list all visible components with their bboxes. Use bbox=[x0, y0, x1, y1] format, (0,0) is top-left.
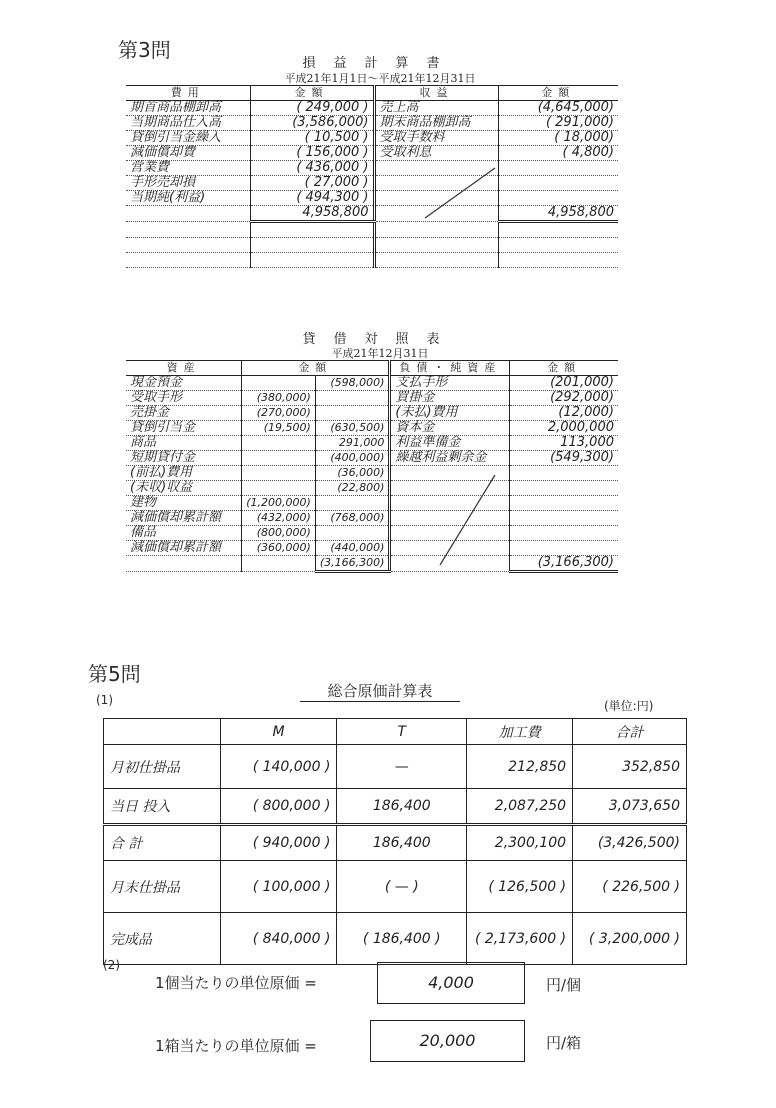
bs-asset-amount bbox=[315, 526, 390, 541]
bs-row bbox=[126, 526, 618, 541]
q5-label: 第5問 bbox=[88, 662, 141, 686]
bs-asset-amount-sub bbox=[242, 376, 316, 391]
cost-table-title: 総合原価計算表 bbox=[300, 680, 460, 702]
bs-asset-amount: (598,000) bbox=[315, 376, 390, 391]
pl-expense-amount: 4,958,800 bbox=[250, 206, 374, 222]
bs-asset-item: 減価償却累計額 bbox=[126, 511, 242, 526]
pl-row bbox=[126, 191, 618, 206]
pl-expense-item bbox=[126, 253, 250, 268]
bs-row bbox=[126, 436, 618, 451]
pl-revenue-amount: 4,958,800 bbox=[498, 206, 618, 222]
pl-period: 平成21年1月1日〜平成21年12月31日 bbox=[284, 72, 476, 85]
pl-revenue-amount bbox=[498, 222, 618, 238]
pl-expense-amount bbox=[250, 238, 374, 253]
cost-total-value: (3,426,500) bbox=[573, 825, 687, 861]
bs-header-liabilities: 負債・純資産 bbox=[390, 361, 510, 376]
cost-row-label: 月末仕掛品 bbox=[104, 861, 221, 913]
cost-header-m: M bbox=[220, 719, 337, 745]
bs-period: 平成21年12月31日 bbox=[331, 347, 429, 360]
pl-expense-amount: (3,586,000) bbox=[250, 116, 374, 131]
bs-row bbox=[126, 511, 618, 526]
cost-m-value: ( 940,000 ) bbox=[220, 825, 337, 861]
unit-cost-per-box-value: 20,000 bbox=[370, 1020, 525, 1062]
pl-revenue-item bbox=[374, 238, 498, 253]
pl-expense-item: 貸倒引当金繰入 bbox=[126, 131, 250, 146]
cost-t-value: ( — ) bbox=[337, 861, 467, 913]
pl-revenue-amount bbox=[498, 238, 618, 253]
bs-asset-item: 備品 bbox=[126, 526, 242, 541]
bs-liability-item: 利益準備金 bbox=[390, 436, 510, 451]
pl-expense-amount: ( 156,000 ) bbox=[250, 146, 374, 161]
pl-row bbox=[126, 101, 618, 116]
bs-asset-amount: (36,000) bbox=[315, 466, 390, 481]
pl-revenue-amount: ( 291,000) bbox=[498, 116, 618, 131]
bs-liability-item bbox=[390, 556, 510, 572]
bs-asset-amount-sub bbox=[242, 451, 316, 466]
pl-revenue-item bbox=[374, 176, 498, 191]
income-statement-table bbox=[126, 85, 618, 268]
cost-header-t: T bbox=[337, 719, 467, 745]
bs-liability-item: 資本金 bbox=[390, 421, 510, 436]
bs-asset-item: (前払)費用 bbox=[126, 466, 242, 481]
bs-row bbox=[126, 481, 618, 496]
cost-t-value: — bbox=[337, 745, 467, 789]
pl-row bbox=[126, 131, 618, 146]
bs-asset-item: 貸倒引当金 bbox=[126, 421, 242, 436]
bs-liability-amount bbox=[510, 511, 618, 526]
bs-liability-item: 支払手形 bbox=[390, 376, 510, 391]
bs-liability-amount: (549,300) bbox=[510, 451, 618, 466]
cost-t-value: 186,400 bbox=[337, 825, 467, 861]
bs-liability-item bbox=[390, 496, 510, 511]
pl-revenue-item: 売上高 bbox=[374, 101, 498, 116]
pl-row bbox=[126, 253, 618, 268]
pl-expense-item: 当期商品仕入高 bbox=[126, 116, 250, 131]
bs-asset-amount: (440,000) bbox=[315, 541, 390, 556]
pl-revenue-item bbox=[374, 161, 498, 176]
bs-title: 貸借対照表 bbox=[302, 332, 458, 347]
bs-row bbox=[126, 391, 618, 406]
bs-row bbox=[126, 466, 618, 481]
pl-expense-item bbox=[126, 206, 250, 222]
bs-asset-amount-sub bbox=[242, 556, 316, 572]
cost-row-label: 完成品 bbox=[104, 913, 221, 965]
cost-table-unit: (単位:円) bbox=[604, 699, 654, 713]
cost-header-blank bbox=[104, 719, 221, 745]
pl-revenue-item: 受取手数料 bbox=[374, 131, 498, 146]
bs-asset-amount bbox=[315, 406, 390, 421]
cost-processing-value: 2,087,250 bbox=[467, 789, 573, 825]
bs-liability-amount: (201,000) bbox=[510, 376, 618, 391]
cost-row bbox=[104, 913, 687, 965]
bs-liability-amount: 113,000 bbox=[510, 436, 618, 451]
cost-total-value: 352,850 bbox=[573, 745, 687, 789]
pl-row bbox=[126, 161, 618, 176]
pl-expense-item: 期首商品棚卸高 bbox=[126, 101, 250, 116]
cost-row bbox=[104, 745, 687, 789]
bs-asset-amount: (22,800) bbox=[315, 481, 390, 496]
unit-cost-per-box-unit: 円/箱 bbox=[546, 1034, 582, 1052]
unit-cost-per-box-label: 1箱当たりの単位原価 = bbox=[155, 1037, 317, 1055]
q5-part1-label: (1) bbox=[96, 693, 113, 707]
bs-liability-item bbox=[390, 526, 510, 541]
cost-header-total: 合計 bbox=[573, 719, 687, 745]
bs-asset-item bbox=[126, 556, 242, 572]
pl-expense-item: 減価償却費 bbox=[126, 146, 250, 161]
bs-liability-item: (未払)費用 bbox=[390, 406, 510, 421]
bs-asset-item: (未収)収益 bbox=[126, 481, 242, 496]
pl-revenue-amount bbox=[498, 191, 618, 206]
bs-liability-amount: (292,000) bbox=[510, 391, 618, 406]
bs-asset-item: 短期貸付金 bbox=[126, 451, 242, 466]
pl-header-amount: 金額 bbox=[250, 86, 374, 101]
bs-asset-item: 現金預金 bbox=[126, 376, 242, 391]
cost-m-value: ( 840,000 ) bbox=[220, 913, 337, 965]
unit-cost-per-piece-label: 1個当たりの単位原価 = bbox=[155, 974, 317, 992]
cost-total-value: ( 3,200,000 ) bbox=[573, 913, 687, 965]
bs-liability-item: 買掛金 bbox=[390, 391, 510, 406]
q5-part2-label: (2) bbox=[103, 958, 120, 972]
cost-row bbox=[104, 861, 687, 913]
cost-header-processing: 加工費 bbox=[467, 719, 573, 745]
bs-asset-amount bbox=[315, 391, 390, 406]
cost-processing-value: ( 126,500 ) bbox=[467, 861, 573, 913]
bs-asset-item: 商品 bbox=[126, 436, 242, 451]
pl-expense-amount: ( 10,500 ) bbox=[250, 131, 374, 146]
bs-header-amount: 金額 bbox=[510, 361, 618, 376]
pl-expense-item: 手形売却損 bbox=[126, 176, 250, 191]
pl-header-revenue: 収益 bbox=[374, 86, 498, 101]
bs-row bbox=[126, 496, 618, 511]
pl-revenue-item bbox=[374, 222, 498, 238]
bs-liability-amount: 2,000,000 bbox=[510, 421, 618, 436]
pl-header-amount: 金額 bbox=[498, 86, 618, 101]
bs-liability-amount: (12,000) bbox=[510, 406, 618, 421]
pl-revenue-amount bbox=[498, 176, 618, 191]
cost-processing-value: ( 2,173,600 ) bbox=[467, 913, 573, 965]
pl-revenue-amount: ( 18,000) bbox=[498, 131, 618, 146]
cost-row bbox=[104, 825, 687, 861]
bs-asset-amount: (400,000) bbox=[315, 451, 390, 466]
bs-liability-amount bbox=[510, 541, 618, 556]
bs-asset-amount-sub bbox=[242, 481, 316, 496]
pl-expense-amount bbox=[250, 253, 374, 268]
bs-asset-amount-sub: (270,000) bbox=[242, 406, 316, 421]
cost-row bbox=[104, 789, 687, 825]
pl-row bbox=[126, 116, 618, 131]
bs-row bbox=[126, 541, 618, 556]
q3-label: 第3問 bbox=[118, 38, 171, 62]
bs-asset-amount-sub: (800,000) bbox=[242, 526, 316, 541]
bs-header-row bbox=[126, 361, 618, 376]
bs-liability-amount: (3,166,300) bbox=[510, 556, 618, 572]
bs-asset-amount-sub: (360,000) bbox=[242, 541, 316, 556]
pl-row bbox=[126, 222, 618, 238]
pl-revenue-item bbox=[374, 191, 498, 206]
bs-liability-item bbox=[390, 511, 510, 526]
bs-asset-amount: (630,500) bbox=[315, 421, 390, 436]
pl-revenue-item bbox=[374, 253, 498, 268]
bs-header-assets: 資産 bbox=[126, 361, 242, 376]
bs-asset-amount-sub: (19,500) bbox=[242, 421, 316, 436]
pl-revenue-amount: (4,645,000) bbox=[498, 101, 618, 116]
unit-cost-per-piece-value: 4,000 bbox=[377, 962, 525, 1004]
bs-asset-amount: (3,166,300) bbox=[315, 556, 390, 572]
pl-header-row bbox=[126, 86, 618, 101]
bs-header-amount: 金額 bbox=[242, 361, 390, 376]
bs-asset-amount bbox=[315, 496, 390, 511]
bs-asset-amount-sub bbox=[242, 466, 316, 481]
cost-m-value: ( 800,000 ) bbox=[220, 789, 337, 825]
bs-liability-amount bbox=[510, 466, 618, 481]
pl-expense-item: 当期純(利益) bbox=[126, 191, 250, 206]
pl-revenue-item bbox=[374, 206, 498, 222]
pl-row bbox=[126, 238, 618, 253]
pl-revenue-amount bbox=[498, 161, 618, 176]
bs-row bbox=[126, 556, 618, 572]
pl-revenue-item: 期末商品棚卸高 bbox=[374, 116, 498, 131]
pl-expense-amount: ( 436,000 ) bbox=[250, 161, 374, 176]
bs-row bbox=[126, 376, 618, 391]
pl-expense-item bbox=[126, 238, 250, 253]
pl-expense-item: 営業費 bbox=[126, 161, 250, 176]
pl-expense-amount bbox=[250, 222, 374, 238]
cost-t-value: 186,400 bbox=[337, 789, 467, 825]
bs-liability-item bbox=[390, 541, 510, 556]
pl-row bbox=[126, 146, 618, 161]
cost-processing-value: 212,850 bbox=[467, 745, 573, 789]
bs-liability-item bbox=[390, 481, 510, 496]
bs-row bbox=[126, 406, 618, 421]
bs-asset-amount-sub: (380,000) bbox=[242, 391, 316, 406]
bs-asset-item: 建物 bbox=[126, 496, 242, 511]
unit-cost-per-piece-unit: 円/個 bbox=[546, 976, 582, 994]
cost-processing-value: 2,300,100 bbox=[467, 825, 573, 861]
pl-expense-item bbox=[126, 222, 250, 238]
bs-liability-item: 繰越利益剰余金 bbox=[390, 451, 510, 466]
pl-revenue-amount bbox=[498, 253, 618, 268]
bs-asset-item: 減価償却累計額 bbox=[126, 541, 242, 556]
pl-revenue-amount: ( 4,800) bbox=[498, 146, 618, 161]
cost-header-row bbox=[104, 719, 687, 745]
cost-m-value: ( 100,000 ) bbox=[220, 861, 337, 913]
bs-asset-item: 売掛金 bbox=[126, 406, 242, 421]
cost-row-label: 合 計 bbox=[104, 825, 221, 861]
bs-liability-amount bbox=[510, 526, 618, 541]
bs-liability-amount bbox=[510, 481, 618, 496]
cost-total-value: ( 226,500 ) bbox=[573, 861, 687, 913]
bs-asset-amount: 291,000 bbox=[315, 436, 390, 451]
cost-row-label: 当日 投入 bbox=[104, 789, 221, 825]
bs-asset-amount-sub bbox=[242, 436, 316, 451]
pl-expense-amount: ( 27,000 ) bbox=[250, 176, 374, 191]
balance-sheet-table bbox=[126, 360, 618, 573]
cost-row-label: 月初仕掛品 bbox=[104, 745, 221, 789]
bs-asset-amount-sub: (1,200,000) bbox=[242, 496, 316, 511]
bs-asset-amount-sub: (432,000) bbox=[242, 511, 316, 526]
pl-row bbox=[126, 206, 618, 222]
pl-header-expense: 費用 bbox=[126, 86, 250, 101]
bs-liability-amount bbox=[510, 496, 618, 511]
cost-calculation-table bbox=[103, 718, 687, 965]
bs-asset-item: 受取手形 bbox=[126, 391, 242, 406]
pl-revenue-item: 受取利息 bbox=[374, 146, 498, 161]
pl-row bbox=[126, 176, 618, 191]
pl-expense-amount: ( 494,300 ) bbox=[250, 191, 374, 206]
cost-total-value: 3,073,650 bbox=[573, 789, 687, 825]
pl-title: 損益計算書 bbox=[302, 56, 458, 71]
bs-liability-item bbox=[390, 466, 510, 481]
cost-t-value: ( 186,400 ) bbox=[337, 913, 467, 965]
bs-row bbox=[126, 421, 618, 436]
bs-row bbox=[126, 451, 618, 466]
cost-m-value: ( 140,000 ) bbox=[220, 745, 337, 789]
bs-asset-amount: (768,000) bbox=[315, 511, 390, 526]
pl-expense-amount: ( 249,000 ) bbox=[250, 101, 374, 116]
